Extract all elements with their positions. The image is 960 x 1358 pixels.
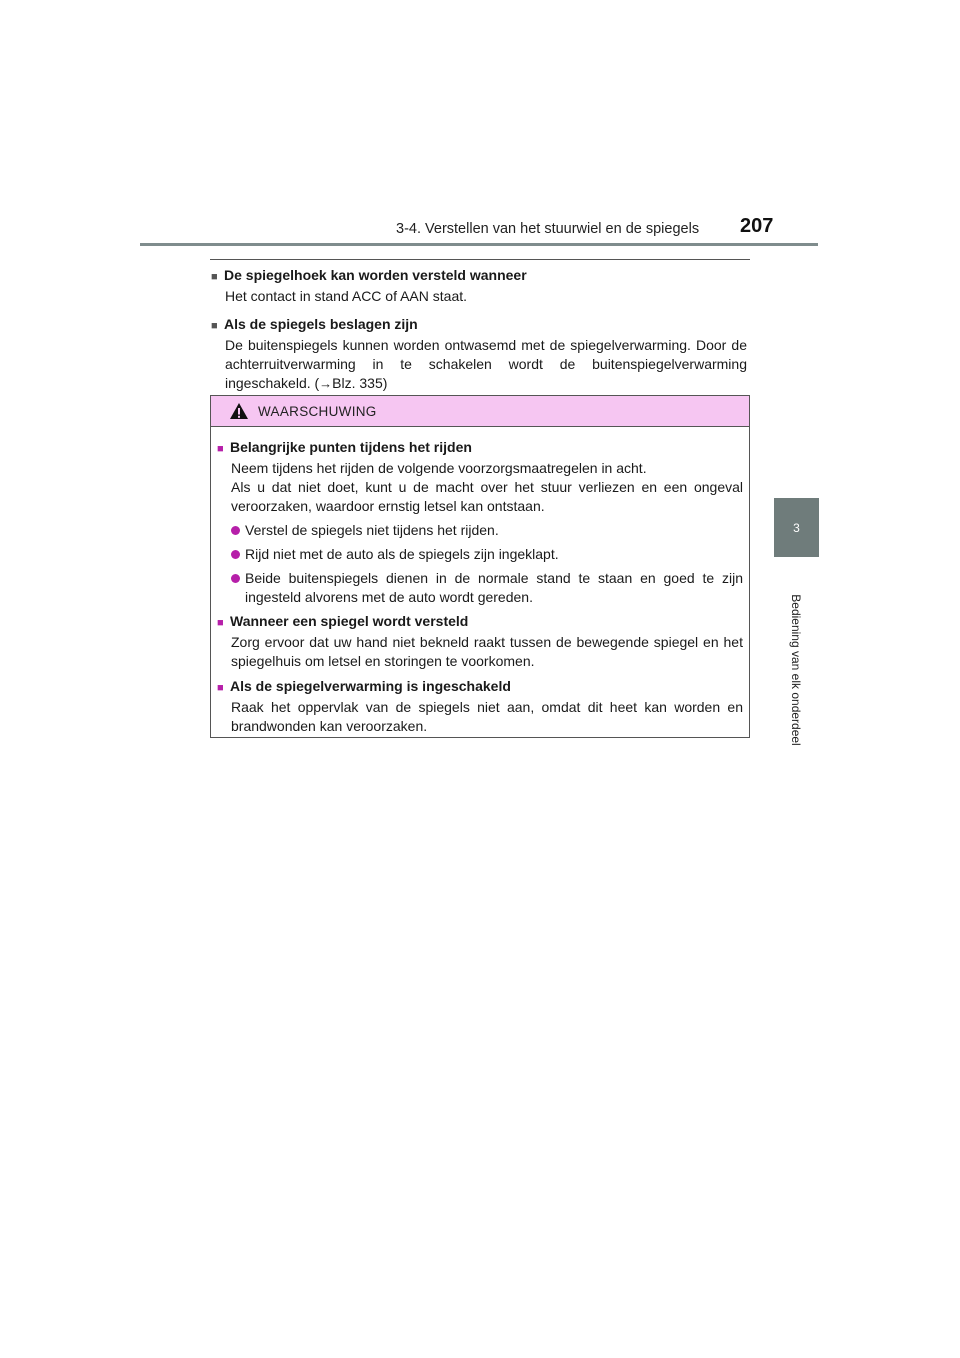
square-bullet-icon: ■ <box>217 443 224 455</box>
list-item <box>217 569 743 607</box>
warning-heading-driving <box>217 437 743 459</box>
warning-heading-adjusting <box>217 611 743 633</box>
main-content <box>211 265 747 396</box>
list-item <box>217 521 743 540</box>
square-bullet-icon: ■ <box>211 320 218 332</box>
list-item-text: Rijd niet met de auto als de spiegels zijn ingeklapt. <box>245 546 559 562</box>
square-bullet-icon: ■ <box>217 682 224 694</box>
page-number: 207 <box>740 215 774 237</box>
warning-triangle-icon <box>229 402 249 420</box>
section-text: Het contact in stand ACC of AAN staat. <box>225 288 468 304</box>
warning-heading-text: Als de spiegelverwarming is ingeschakeld <box>230 678 511 694</box>
warning-text: Zorg ervoor dat uw hand niet bekneld raakt tussen de bewegende spiegel en het spiegelhuis om letsel en storingen te voorkomen. <box>231 634 743 669</box>
dot-bullet-icon <box>231 574 240 583</box>
dot-bullet-icon <box>231 526 240 535</box>
square-bullet-icon: ■ <box>217 617 224 629</box>
section-text <box>211 336 747 393</box>
square-bullet-icon: ■ <box>211 271 218 283</box>
warning-text: Raak het oppervlak van de spiegels niet aan, omdat dit heet kan worden en brandwonden kan veroorzaken. <box>231 699 743 734</box>
content-divider <box>210 259 750 260</box>
warning-text: Neem tijdens het rijden de volgende voorzorgsmaatregelen in acht. <box>231 460 647 476</box>
arrow-right-icon: → <box>319 376 333 391</box>
section-heading-text: De spiegelhoek kan worden versteld wanneer <box>224 267 527 283</box>
warning-box <box>210 395 750 738</box>
list-item-text: Verstel de spiegels niet tijdens het rijden. <box>245 522 499 538</box>
chapter-tab <box>774 498 819 557</box>
chapter-title: Bediening van elk onderdeel <box>789 594 803 746</box>
warning-title: WAARSCHUWING <box>258 403 377 419</box>
chapter-number: 3 <box>793 520 800 535</box>
dot-bullet-icon <box>231 550 240 559</box>
section-heading-mirror-angle <box>211 265 747 287</box>
page-reference-link[interactable]: Blz. 335) <box>332 375 388 391</box>
warning-body <box>211 427 749 736</box>
list-item <box>217 545 743 564</box>
header-section-title: 3-4. Verstellen van het stuurwiel en de spiegels <box>396 221 700 237</box>
warning-heading-heater <box>217 676 743 698</box>
list-item-text: Beide buitenspiegels dienen in de normale stand te staan en goed te zijn ingesteld alvorens met de auto wordt gereden. <box>245 570 743 605</box>
section-heading-fogged-mirrors <box>211 314 747 336</box>
warning-heading-text: Belangrijke punten tijdens het rijden <box>230 439 472 455</box>
section-text-main: De buitenspiegels kunnen worden ontwasemd met de spiegelverwarming. Door de achterruitverwarming in te schakelen wordt de buitenspiegelverwarming ingeschakeld. ( <box>225 337 747 391</box>
warning-heading-text: Wanneer een spiegel wordt versteld <box>230 613 469 629</box>
warning-header <box>211 396 749 427</box>
warning-text: Als u dat niet doet, kunt u de macht over het stuur verliezen en een ongeval veroorzaken, waardoor ernstig letsel kan ontstaan. <box>231 479 743 514</box>
header-divider <box>140 243 818 246</box>
section-heading-text: Als de spiegels beslagen zijn <box>224 316 418 332</box>
